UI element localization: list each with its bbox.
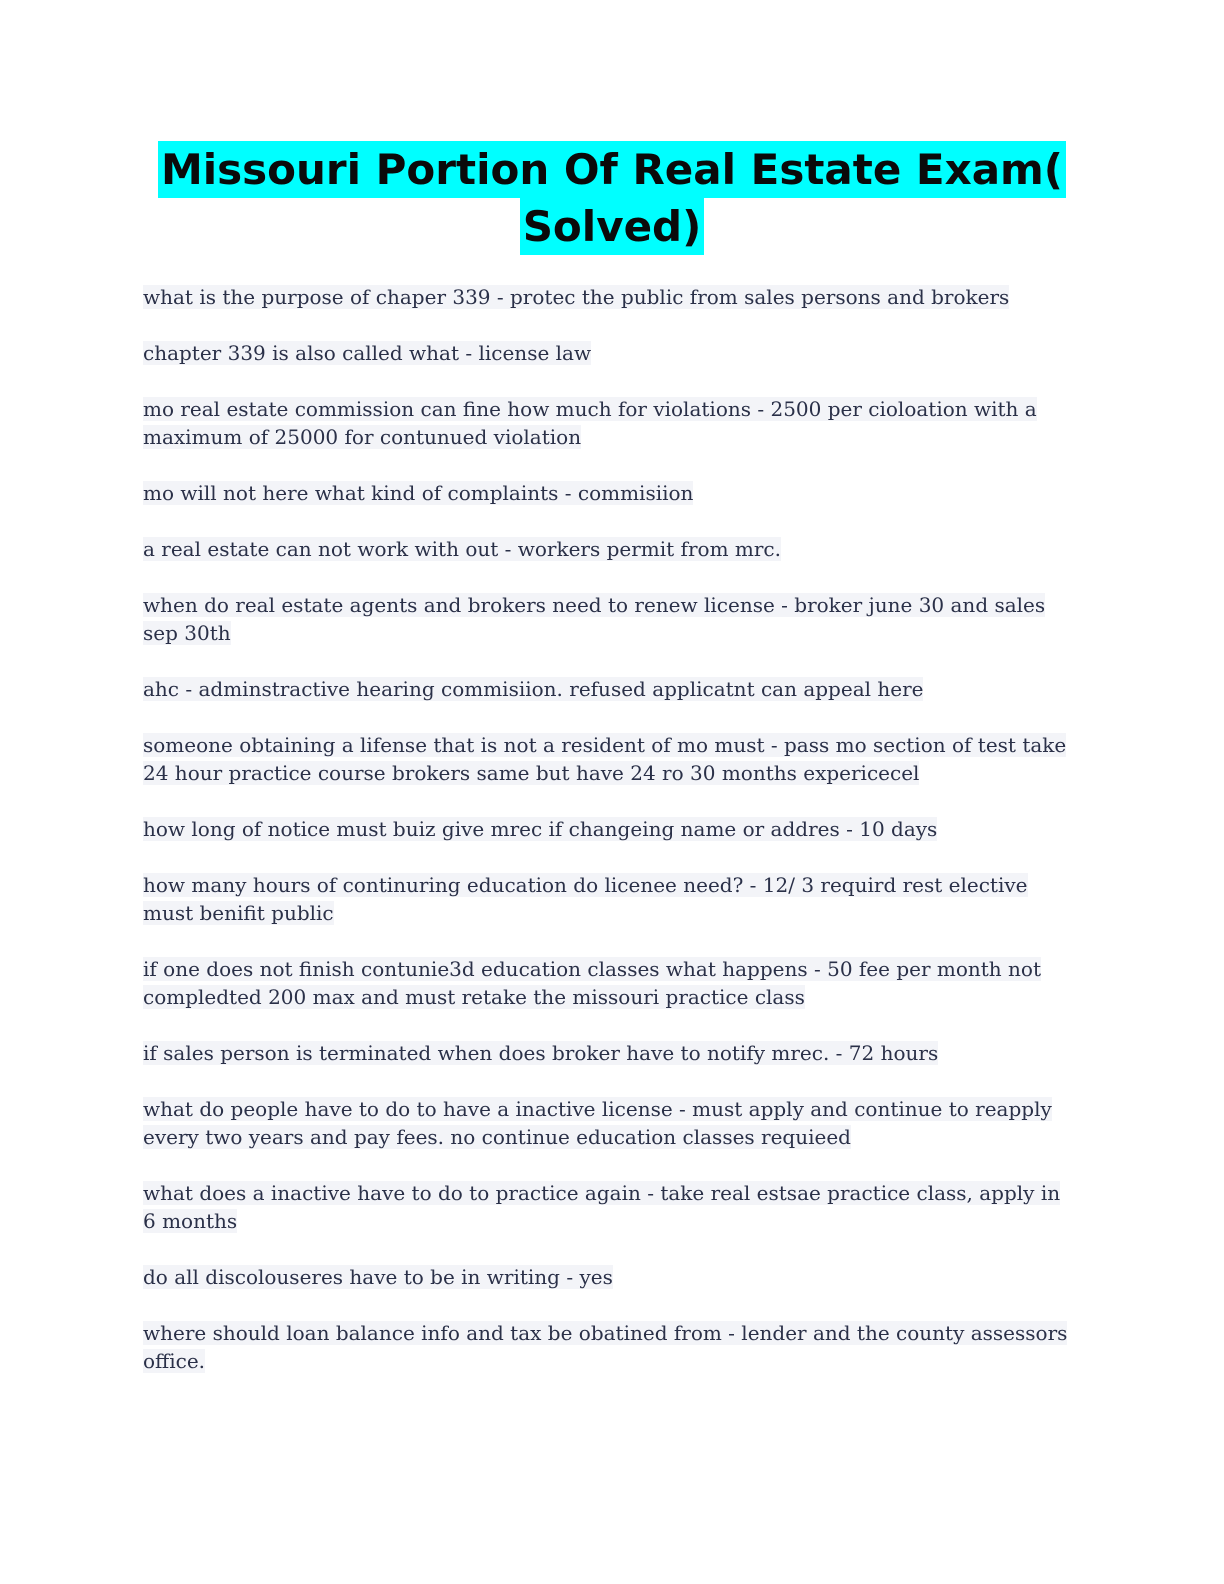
qa-text: mo will not here what kind of complaints - commisiion [143,481,694,505]
qa-item [143,1039,1078,1067]
qa-text: chapter 339 is also called what - license law [143,341,592,365]
qa-item [143,955,1078,1011]
qa-text: mo real estate commission can fine how much for violations - 2500 per cioloation with a maximum of 25000 for contunued violation [143,397,1037,449]
qa-item [143,731,1078,787]
qa-text: when do real estate agents and brokers need to renew license - broker june 30 and sales sep 30th [143,593,1046,645]
qa-item [143,871,1078,927]
qa-item [143,815,1078,843]
qa-text: what does a inactive have to do to practice again - take real estsae practice class, apply in 6 months [143,1181,1061,1233]
qa-text: how long of notice must buiz give mrec if changeing name or addres - 10 days [143,817,938,841]
document-title [0,141,1224,255]
qa-text: what do people have to do to have a inactive license - must apply and continue to reapply every two years and pay fees. no continue education classes requieed [143,1097,1052,1149]
qa-text: how many hours of continuring education do licenee need? - 12/ 3 requird rest elective must benifit public [143,873,1028,925]
qa-text: if one does not finish contunie3d education classes what happens - 50 fee per month not compledted 200 max and must retake the missouri practice class [143,957,1042,1009]
qa-item [143,395,1078,451]
qa-item [143,283,1078,311]
qa-item [143,1263,1078,1291]
qa-text: ahc - adminstractive hearing commisiion. refused applicatnt can appeal here [143,677,924,701]
qa-item [143,479,1078,507]
qa-text: a real estate can not work with out - workers permit from mrc. [143,537,781,561]
qa-text: do all discolouseres have to be in writing - yes [143,1265,613,1289]
title-line-2: Solved) [520,198,705,255]
qa-item [143,535,1078,563]
qa-item [143,591,1078,647]
qa-text: if sales person is terminated when does broker have to notify mrec. - 72 hours [143,1041,939,1065]
qa-item [143,339,1078,367]
qa-text: what is the purpose of chaper 339 - protec the public from sales persons and brokers [143,285,1010,309]
qa-text: someone obtaining a lifense that is not a resident of mo must - pass mo section of test take 24 hour practice course brokers same but have 24 ro 30 months expericecel [143,733,1067,785]
qa-item [143,1179,1078,1235]
qa-item [143,1095,1078,1151]
qa-text: where should loan balance info and tax be obatined from - lender and the county assessors office. [143,1321,1068,1373]
qa-item [143,675,1078,703]
qa-item [143,1319,1078,1375]
qa-list [143,283,1078,1403]
title-line-1: Missouri Portion Of Real Estate Exam( [158,141,1066,198]
